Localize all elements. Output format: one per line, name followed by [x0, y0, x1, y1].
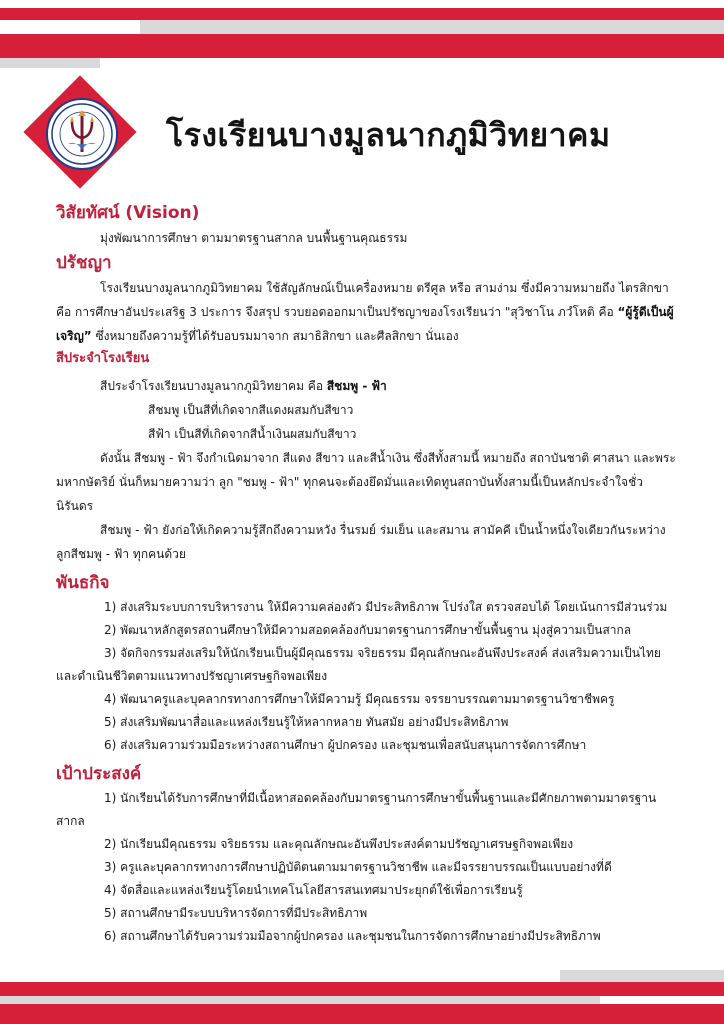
footer-stripe-top [0, 982, 724, 996]
header-stripe-top [0, 8, 724, 20]
school-colors-intro-text: สีประจำโรงเรียนบางมูลนากภูมิวิทยาคม คือ [100, 379, 327, 393]
footer-stripe-gray [0, 996, 600, 1004]
mission-item: 6) ส่งเสริมความร่วมมือระหว่างสถานศึกษา ผู้ปกครอง และชุมชนเพื่อสนับสนุนการจัดการศึกษา [104, 738, 587, 752]
goal-item: 2) นักเรียนมีคุณธรรม จริยธรรม และคุณลักษณะอันพึงประสงค์ตามปรัชญาเศรษฐกิจพอเพียง [104, 837, 574, 851]
school-logo [26, 78, 134, 186]
philosophy-text [56, 276, 676, 348]
main-content [56, 200, 676, 948]
mission-item: 5) ส่งเสริมพัฒนาสื่อและแหล่งเรียนรู้ให้หลากหลาย ทันสมัย อย่างมีประสิทธิภาพ [104, 715, 509, 729]
header-stripe-gray-short [0, 58, 100, 68]
trident-emblem-icon [48, 100, 116, 168]
philosophy-text-a: โรงเรียนบางมูลนากภูมิวิทยาคม ใช้สัญลักษณ์เป็นเครื่องหมาย ตรีศูล หรือ สามง่าม ซึ่งมีความหมายถึง ไตรสิกขา คือ การศึกษาอันประเสริฐ 3 ประการ จึงสรุป รวบยอดออกมาเป็นปรัชญาของโรงเรียนว่า "สุวิชาโน ภวํโหติ คือ [56, 281, 669, 319]
goal-item: 6) สถานศึกษาได้รับความร่วมมือจากผู้ปกครอง และชุมชนในการจัดการศึกษาอย่างมีประสิทธิภาพ [104, 929, 601, 943]
colors-feeling-para: สีชมพู - ฟ้า ยังก่อให้เกิดความรู้สึกถึงความหวัง รื่นรมย์ ร่มเย็น และสมาน สามัคคี เป็นน้ำหนึ่งใจเดียวกันระหว่างลูกสีชมพู - ฟ้า ทุกคนด้วย [56, 523, 666, 561]
logo-seal [46, 98, 118, 170]
school-colors-intro [56, 374, 676, 398]
mission-heading: พันธกิจ [56, 573, 110, 593]
goal-item: 5) สถานศึกษามีระบบบริหารจัดการที่มีประสิทธิภาพ [104, 906, 368, 920]
goal-item: 3) ครูและบุคลากรทางการศึกษาปฏิบัติตนตามมาตรฐานวิชาชีพ และมีจรรยาบรรณเป็นแบบอย่างที่ดี [104, 860, 612, 874]
philosophy-text-b: ซึ่งหมายถึงความรู้ที่ได้รับอบรมมาจาก สมาธิสิกขา และศีลสิกขา นั่นเอง [91, 329, 459, 343]
mission-item: 4) พัฒนาครูและบุคลากรทางการศึกษาให้มีความรู้ มีคุณธรรม จรรยาบรรณตามมาตรฐานวิชาชีพครู [104, 692, 615, 706]
footer-stripe-gray-short [560, 970, 724, 982]
school-colors-name: สีชมพู - ฟ้า [326, 379, 387, 393]
page-title: โรงเรียนบางมูลนากภูมิวิทยาคม [166, 116, 611, 154]
mission-item: 1) ส่งเสริมระบบการบริหารงาน ให้มีความคล่องตัว มีประสิทธิภาพ โปร่งใส ตรวจสอบได้ โดยเน้นการมีส่วนร่วม [104, 600, 668, 614]
goal-item: 4) จัดสื่อและแหล่งเรียนรู้โดยนำเทคโนโลยีสารสนเทศมาประยุกต์ใช้เพื่อการเรียนรู้ [104, 883, 523, 897]
goals-heading: เป้าประสงค์ [56, 764, 142, 784]
header-stripe-bottom [0, 34, 724, 58]
color-blue-desc: สีฟ้า เป็นสีที่เกิดจากสีน้ำเงินผสมกับสีขาว [148, 427, 357, 441]
colors-meaning-para: ดังนั้น สีชมพู - ฟ้า จึงกำเนิดมาจาก สีแดง สีขาว และสีน้ำเงิน ซึ่งสีทั้งสามนี้ หมายถึง สถาบันชาติ ศาสนา และพระมหากษัตริย์ นั่นก็หมายความว่า ลูก "ชมพู - ฟ้า" ทุกคนจะต้องยึดมั่นและเทิดทูนสถาบันทั้งสามนี้เป็นหลักประจำใจชั่วนิรันดร [56, 451, 676, 513]
footer-stripe-bottom [0, 1004, 724, 1024]
vision-text: มุ่งพัฒนาการศึกษา ตามมาตรฐานสากล บนพื้นฐานคุณธรรม [100, 231, 408, 245]
goal-item: 1) นักเรียนได้รับการศึกษาที่มีเนื้อหาสอดคล้องกับมาตรฐานการศึกษาขั้นพื้นฐานและมีศักยภาพตามมาตรฐานสากล [56, 791, 657, 828]
vision-heading: วิสัยทัศน์ (Vision) [56, 203, 200, 223]
color-pink-desc: สีชมพู เป็นสีที่เกิดจากสีแดงผสมกับสีขาว [148, 403, 354, 417]
mission-item: 3) จัดกิจกรรมส่งเสริมให้นักเรียนเป็นผู้มีคุณธรรม จริยธรรม มีคุณลักษณะอันพึงประสงค์ ส่งเสริมความเป็นไทยและดำเนินชีวิตตามแนวทางปรัชญาเศรษฐกิจพอเพียง [56, 646, 661, 683]
header-stripe-gray [140, 20, 724, 34]
mission-item: 2) พัฒนาหลักสูตรสถานศึกษาให้มีความสอดคล้องกับมาตรฐานการศึกษาขั้นพื้นฐาน มุ่งสู่ความเป็นสากล [104, 623, 632, 637]
school-colors-heading: สีประจำโรงเรียน [56, 351, 150, 366]
philosophy-motto: “ผู้รู้ดีเป็นผู้เจริญ” [56, 305, 674, 343]
philosophy-heading: ปรัชญา [56, 253, 112, 273]
